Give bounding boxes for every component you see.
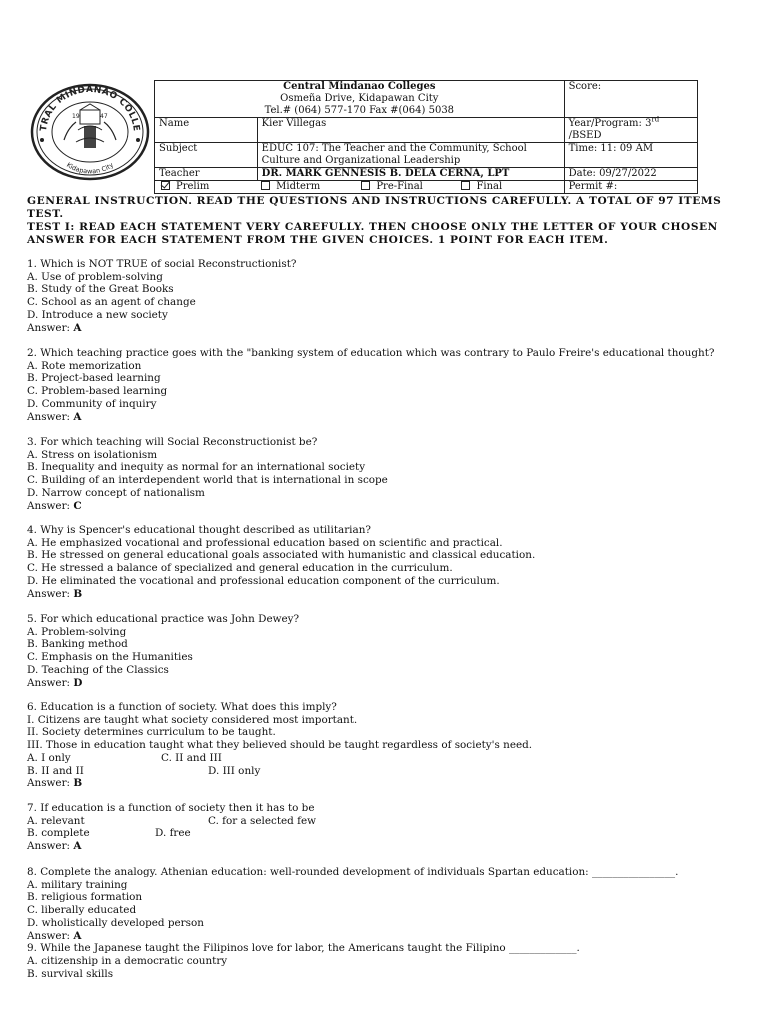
subject-value: EDUC 107: The Teacher and the Community, School Culture and Organizational Leadership (257, 143, 564, 168)
choice-d: D. wholistically developed person (27, 916, 204, 929)
statement-iii: III. Those in education taught what they believed should be taught regardless of society's need. (27, 739, 533, 752)
exam-option-midterm[interactable]: Midterm (259, 181, 359, 193)
question-item (27, 258, 742, 334)
choice-row (27, 827, 742, 840)
answer-line: Answer: A (27, 840, 82, 853)
score-label: Score: (568, 81, 602, 92)
score-cell[interactable] (564, 81, 697, 118)
choice-row (27, 815, 742, 828)
school-contact: Tel.# (064) 577-170 Fax #(064) 5038 (264, 105, 455, 116)
choice-a: A. He emphasized vocational and professional education based on scientific and practical. (27, 536, 503, 549)
choice-c: C. liberally educated (27, 904, 137, 917)
choice-a: A. citizenship in a democratic country (27, 954, 228, 967)
choice-b: B. Study of the Great Books (27, 283, 174, 296)
choice-b: B. survival skills (27, 967, 114, 980)
choice-row (27, 752, 742, 765)
choice-a: A. Use of problem-solving (27, 270, 163, 283)
exam-option-prelim[interactable]: Prelim (159, 181, 259, 193)
year-program: Year/Program: 3rd /BSED (564, 118, 697, 143)
answer-line: Answer: B (27, 587, 83, 600)
name-label: Name (155, 118, 258, 143)
name-value: Kier Villegas (257, 118, 564, 143)
choice-a: A. relevant (27, 814, 85, 827)
exam-period-options (155, 181, 565, 194)
choice-d: D. Community of inquiry (27, 397, 157, 410)
choice-d: D. Introduce a new society (27, 308, 168, 321)
question-text: 7. If education is a function of society then it has to be (27, 802, 315, 814)
question-text: 4. Why is Spencer's educational thought described as utilitarian? (27, 524, 371, 536)
choice-b: B. II and II (27, 764, 84, 777)
choice-b: B. religious formation (27, 891, 143, 904)
choice-c: C. Problem-based learning (27, 385, 168, 398)
checked-box-icon[interactable] (161, 181, 170, 190)
test-instruction: TEST I: READ EACH STATEMENT VERY CAREFULLY. THEN CHOOSE ONLY THE LETTER OF YOUR CHOSEN ANSWER FOR EACH STATEMENT FROM THE GIVEN CHOICES. 1 POINT FOR EACH ITEM. (27, 221, 718, 246)
choice-d: D. free (155, 827, 191, 840)
question-text: 1. Which is NOT TRUE of social Reconstructionist? (27, 258, 297, 270)
question-text: 6. Education is a function of society. What does this imply? (27, 701, 337, 713)
school-address: Osmeña Drive, Kidapawan City (280, 93, 439, 104)
svg-text:47: 47 (100, 113, 108, 120)
choice-d: D. Narrow concept of nationalism (27, 486, 205, 499)
checkbox-icon[interactable] (361, 181, 370, 190)
choice-b: B. He stressed on general educational goals associated with humanistic and classical education. (27, 549, 536, 562)
time-value: Time: 11: 09 AM (564, 143, 697, 168)
answer-line: Answer: B (27, 777, 83, 790)
choice-b: B. Project-based learning (27, 372, 161, 385)
question-item (27, 436, 742, 512)
statement-ii: II. Society determines curriculum to be taught. (27, 726, 276, 739)
question-item (27, 524, 742, 600)
permit-label: Permit #: (568, 181, 618, 192)
choice-c: C. Emphasis on the Humanities (27, 651, 193, 664)
choice-d: D. Teaching of the Classics (27, 663, 169, 676)
question-item (27, 701, 742, 790)
teacher-value: DR. MARK GENNESIS B. DELA CERNA, LPT (257, 168, 564, 181)
question-text: 8. Complete the analogy. Athenian education: well-rounded development of individuals Spartan education: ________________. (27, 866, 679, 878)
general-instruction: GENERAL INSTRUCTION. READ THE QUESTIONS AND INSTRUCTIONS CAREFULLY. A TOTAL OF 97 ITEMS TEST. (27, 195, 722, 220)
choice-c: C. He stressed a balance of specialized and general education in the curriculum. (27, 562, 453, 575)
choice-a: A. I only (27, 751, 71, 764)
svg-text:Kidapawan City: Kidapawan City (64, 160, 116, 176)
checkbox-icon[interactable] (461, 181, 470, 190)
choice-d: D. III only (208, 764, 261, 777)
question-text: 3. For which teaching will Social Reconstructionist be? (27, 436, 318, 448)
question-item (27, 866, 742, 980)
permit-cell[interactable] (564, 181, 697, 194)
question-text: 5. For which educational practice was John Dewey? (27, 613, 300, 625)
choice-d: D. He eliminated the vocational and professional education component of the curriculum. (27, 574, 500, 587)
choice-b: B. complete (27, 827, 90, 840)
question-item (27, 347, 742, 423)
school-info-cell (155, 81, 565, 118)
exam-option-final[interactable]: Final (459, 181, 559, 193)
choice-c: C. Building of an interdependent world that is international in scope (27, 474, 388, 487)
choice-a: A. Stress on isolationism (27, 448, 158, 461)
subject-label: Subject (155, 143, 258, 168)
answer-line: Answer: D (27, 676, 83, 689)
question-item (27, 613, 742, 689)
choice-row (27, 765, 742, 778)
teacher-label: Teacher (155, 168, 258, 181)
exam-header-table (154, 80, 698, 194)
choice-a: A. military training (27, 878, 128, 891)
choice-b: B. Banking method (27, 638, 128, 651)
checkbox-icon[interactable] (261, 181, 270, 190)
answer-line: Answer: A (27, 410, 82, 423)
svg-text:CENTRAL MINDANAO COLLEGES: TRAL MINDANAO COLLE (39, 84, 142, 133)
statement-i: I. Citizens are taught what society considered most important. (27, 713, 358, 726)
question-text: 2. Which teaching practice goes with the "banking system of education which was contrary to Paulo Freire's educational thought? (27, 347, 715, 359)
question-item (27, 802, 742, 853)
date-value: Date: 09/27/2022 (564, 168, 697, 181)
choice-a: A. Rote memorization (27, 359, 142, 372)
answer-line: Answer: A (27, 929, 82, 942)
choice-c: C. II and III (161, 751, 222, 764)
choice-c: C. for a selected few (208, 814, 316, 827)
svg-text:19: 19 (72, 113, 80, 120)
choice-a: A. Problem-solving (27, 625, 127, 638)
choice-b: B. Inequality and inequity as normal for an international society (27, 461, 366, 474)
choice-c: C. School as an agent of change (27, 296, 196, 309)
school-name: Central Mindanao Colleges (283, 81, 436, 92)
question-text: 9. While the Japanese taught the Filipinos love for labor, the Americans taught the Filipino _____________. (27, 942, 580, 955)
answer-line: Answer: C (27, 499, 82, 512)
school-seal-logo (28, 82, 152, 182)
exam-option-prefinal[interactable]: Pre-Final (359, 181, 459, 193)
answer-line: Answer: A (27, 321, 82, 334)
